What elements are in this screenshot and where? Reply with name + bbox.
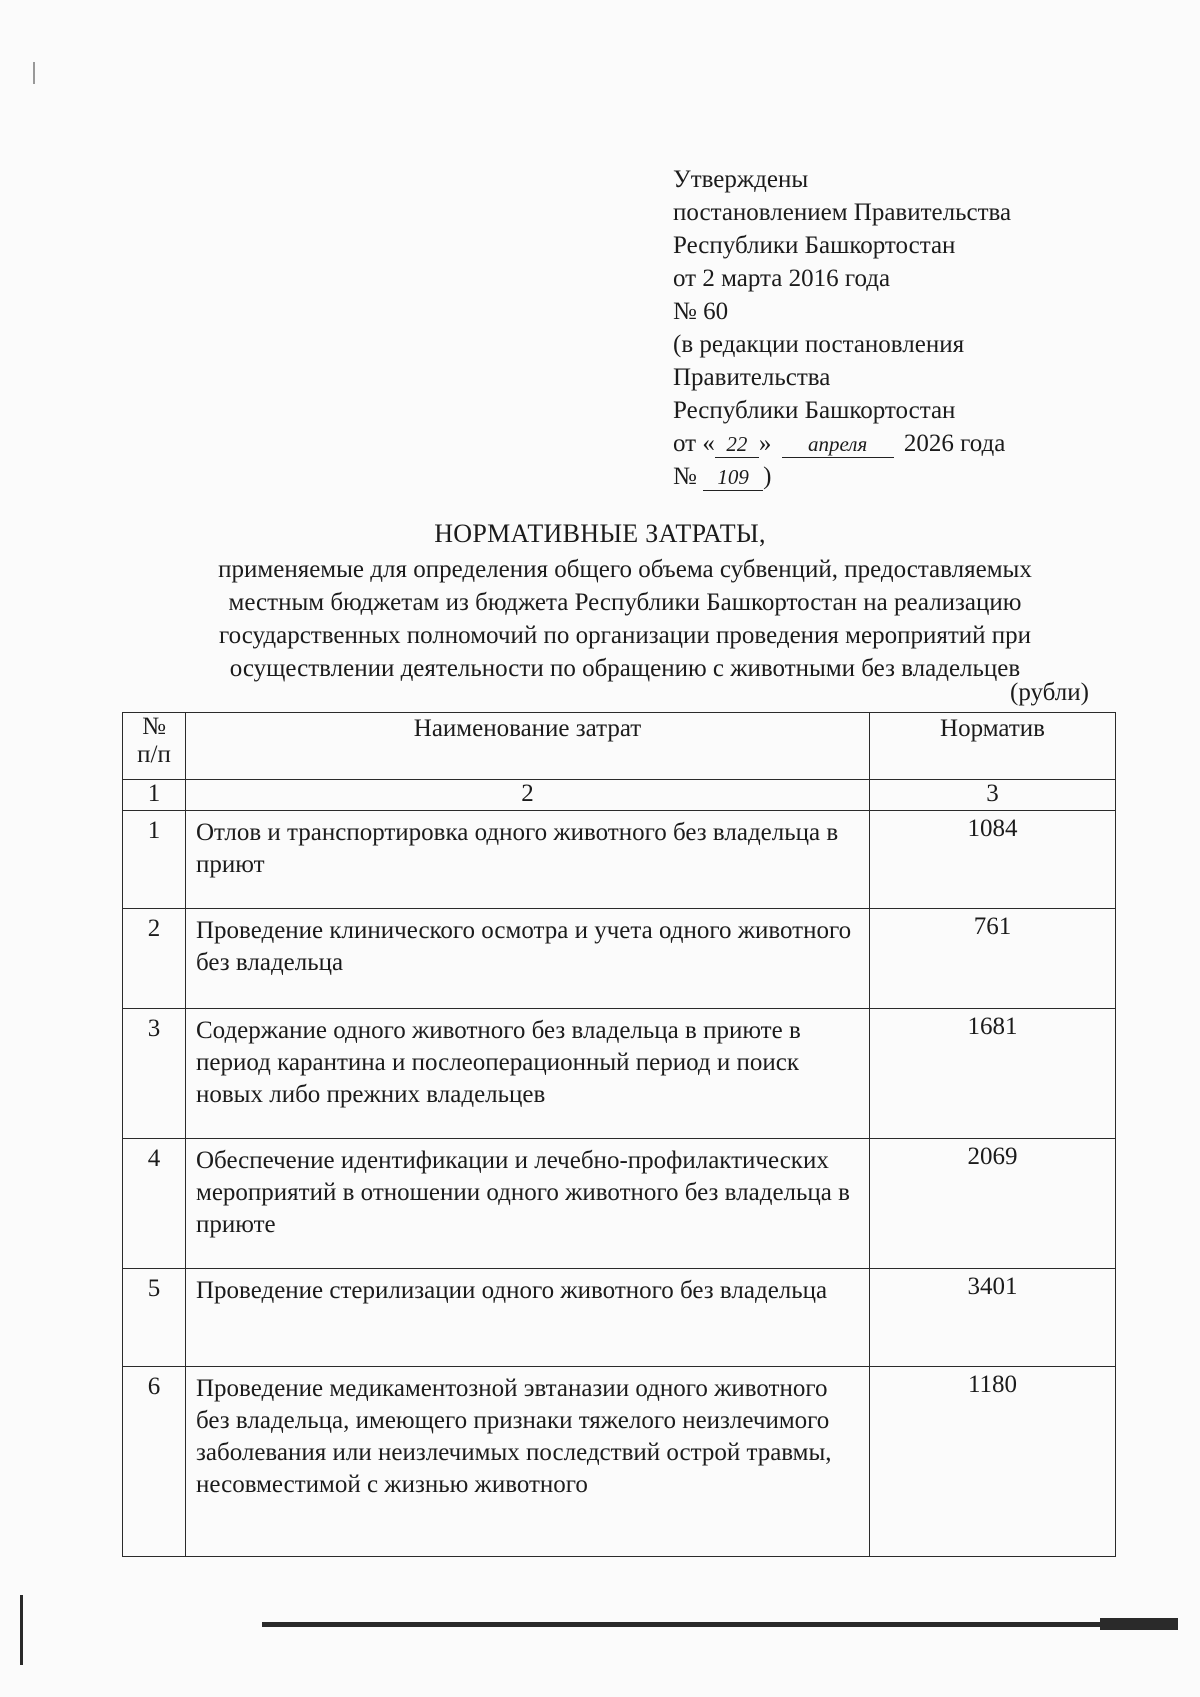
table-index-row bbox=[123, 780, 1116, 811]
row-num-text: 5 bbox=[147, 1275, 161, 1302]
scan-artifact bbox=[20, 1595, 23, 1665]
date-mid: » bbox=[758, 430, 772, 457]
date-month: апреля bbox=[782, 431, 894, 458]
row-num bbox=[123, 811, 186, 909]
amendment-date-line bbox=[673, 427, 1011, 460]
subtitle-line: применяемые для определения общего объема субвенций, предоставляемых bbox=[218, 556, 1032, 583]
row-num bbox=[123, 1139, 186, 1269]
row-norm-value: 2069 bbox=[967, 1143, 1018, 1170]
row-norm bbox=[870, 1269, 1116, 1367]
index-cell: 2 bbox=[186, 780, 870, 811]
date-suffix: 2026 года bbox=[903, 430, 1006, 457]
row-norm-value: 1681 bbox=[967, 1013, 1018, 1040]
row-norm-value: 761 bbox=[973, 913, 1012, 940]
table-row bbox=[123, 1269, 1116, 1367]
row-num-text: 2 bbox=[147, 915, 161, 942]
date-day: 22 bbox=[715, 431, 759, 458]
table-row bbox=[123, 811, 1116, 909]
header-name: Наименование затрат bbox=[186, 713, 870, 780]
approval-line: Республики Башкортостан bbox=[673, 232, 956, 259]
index-cell: 1 bbox=[123, 780, 186, 811]
table-row bbox=[123, 1367, 1116, 1557]
approval-line: постановлением Правительства bbox=[673, 199, 1012, 226]
row-num-text: 3 bbox=[147, 1015, 161, 1042]
approval-line: Республики Башкортостан bbox=[673, 397, 956, 424]
row-name-text: Проведение стерилизации одного животного без владельца bbox=[196, 1277, 828, 1304]
approval-line: Правительства bbox=[673, 364, 831, 391]
row-num-text: 6 bbox=[147, 1373, 161, 1400]
table-header-row bbox=[123, 713, 1116, 780]
row-num bbox=[123, 1367, 186, 1557]
norms-table bbox=[122, 712, 1116, 1557]
subtitle-line: государственных полномочий по организации проведения мероприятий при bbox=[218, 622, 1032, 649]
row-num bbox=[123, 1009, 186, 1139]
approval-line: Утверждены bbox=[673, 166, 809, 193]
table-row bbox=[123, 1139, 1116, 1269]
row-name bbox=[186, 1269, 870, 1367]
row-name bbox=[186, 1139, 870, 1269]
subtitle-line: местным бюджетам из бюджета Республики Башкортостан на реализацию bbox=[228, 589, 1022, 616]
row-norm bbox=[870, 909, 1116, 1009]
approval-block bbox=[673, 163, 1011, 493]
row-norm bbox=[870, 811, 1116, 909]
document-title: НОРМАТИВНЫЕ ЗАТРАТЫ, bbox=[434, 519, 766, 548]
row-name bbox=[186, 909, 870, 1009]
number-suffix: ) bbox=[763, 463, 772, 490]
table-row bbox=[123, 1009, 1116, 1139]
header-num-line2: п/п bbox=[137, 741, 171, 768]
table-row bbox=[123, 909, 1116, 1009]
approval-line: от 2 марта 2016 года bbox=[673, 265, 891, 292]
approval-line: № 60 bbox=[673, 298, 729, 325]
unit-label: (рубли) bbox=[1010, 679, 1089, 706]
row-num bbox=[123, 1269, 186, 1367]
amendment-number-line bbox=[673, 460, 1011, 493]
row-norm bbox=[870, 1367, 1116, 1557]
scan-artifact bbox=[262, 1622, 1178, 1627]
row-name bbox=[186, 811, 870, 909]
row-name-text: Отлов и транспортировка одного животного без владельца в приют bbox=[196, 819, 839, 878]
row-norm-value: 3401 bbox=[967, 1273, 1018, 1300]
row-num-text: 4 bbox=[147, 1145, 161, 1172]
subtitle-line: осуществлении деятельности по обращению с животными без владельцев bbox=[229, 655, 1021, 682]
row-norm-value: 1084 bbox=[967, 815, 1018, 842]
row-norm-value: 1180 bbox=[967, 1371, 1018, 1398]
row-name-text: Проведение клинического осмотра и учета одного животного без владельца bbox=[196, 917, 852, 976]
scan-artifact bbox=[1100, 1618, 1178, 1630]
row-norm bbox=[870, 1139, 1116, 1269]
row-name-text: Содержание одного животного без владельца в приюте в период карантина и послеоперационный период и поиск новых либо прежних владельцев bbox=[196, 1017, 801, 1108]
scan-artifact bbox=[33, 62, 35, 84]
row-name-text: Обеспечение идентификации и лечебно-профилактических мероприятий в отношении одного животного без владельца в приюте bbox=[196, 1147, 850, 1238]
row-norm bbox=[870, 1009, 1116, 1139]
row-num-text: 1 bbox=[147, 817, 161, 844]
number-prefix: № bbox=[673, 463, 697, 490]
header-num bbox=[123, 713, 186, 780]
number-value: 109 bbox=[703, 464, 763, 491]
row-name bbox=[186, 1367, 870, 1557]
header-norm: Норматив bbox=[870, 713, 1116, 780]
approval-line: (в редакции постановления bbox=[673, 331, 965, 358]
header-num-line1: № bbox=[142, 713, 166, 740]
row-name-text: Проведение медикаментозной эвтаназии одного животного без владельца, имеющего признаки тяжелого неизлечимого заболевания или неизлечимых последствий острой травмы, несовместимой с жизнью животного bbox=[196, 1375, 832, 1498]
index-cell: 3 bbox=[870, 780, 1116, 811]
document-subtitle bbox=[130, 553, 1120, 685]
row-name bbox=[186, 1009, 870, 1139]
row-num bbox=[123, 909, 186, 1009]
date-prefix: от « bbox=[673, 430, 715, 457]
